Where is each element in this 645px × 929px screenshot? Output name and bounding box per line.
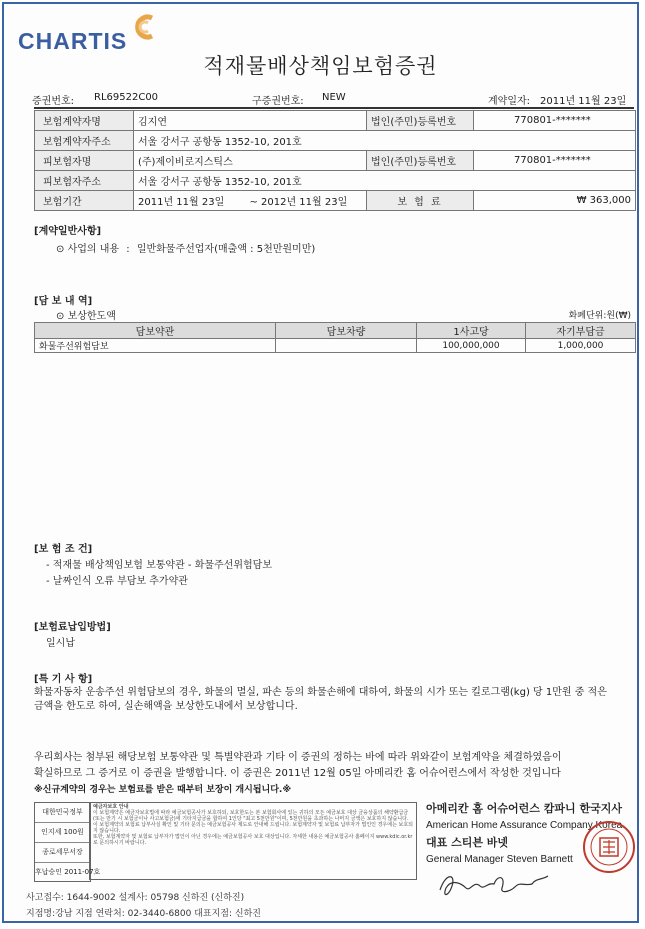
holder-address-label: 보험계약자주소 xyxy=(35,131,134,151)
representative-ko: 대표 스티븐 바넷 xyxy=(426,836,509,849)
special-text: 화물자동차 운송주선 위험담보의 경우, 화물의 멸실, 파손 등의 화물손해에 대하여, 화물의 시가 또는 킬로그램(kg) 당 1만원 중 적은금액을 한도로 하여, 실손해액을 보상한도내에서 보상합니다. xyxy=(34,687,607,712)
col-per-accident: 1사고당 xyxy=(417,323,526,339)
col-vehicle: 담보차량 xyxy=(276,323,417,339)
stamp-duty-box xyxy=(34,802,101,882)
fine-print-line: 이 보험계약은 예금자보호법에 따라 예금보험공사가 보호하되, 보호한도는 본 보험회사에 있는 귀하의 모든 예금보호 대상 금융상품의 해약환급금(또는 만기 시 보험금이나 사고보험금)에 기타지급금을 합하여 1인당 "최고 5천만원"이며, 5천만원을 초과하는 나머지 금액은 보호하지 않습니다. xyxy=(93,810,409,822)
radio-bullet-icon: ⊙ xyxy=(56,244,65,255)
policy-document xyxy=(2,2,639,923)
period-separator: ~ xyxy=(249,197,258,208)
notice-coverage-start: ※신규계약의 경우는 보험료를 받은 때부터 보장이 개시됩니다.※ xyxy=(34,785,292,795)
fine-print-line: 또한, 보험계약자 및 보험료 납부자가 법인이 아닌 경우에는 예금보험공사 보호 대상입니다. 자세한 내용은 예금보험공사 홈페이지 www.kdic.or.kr 로 문의하시기 바랍니다. xyxy=(93,834,413,846)
general-heading: [계약일반사항] xyxy=(34,226,102,237)
contract-date-label: 계약일자: xyxy=(488,96,531,107)
insured-label: 피보험자명 xyxy=(35,151,134,171)
insured-reg-label: 법인(주민)등록번호 xyxy=(367,151,474,171)
period-end: 2012년 11월 23일 xyxy=(261,197,348,208)
table-row xyxy=(35,151,636,171)
fine-print-heading: 예금자보호 안내 xyxy=(93,804,129,810)
business-line xyxy=(56,240,315,255)
footer-line: 사고접수: 1644-9002 설계사: 05798 신하진 (신하진) xyxy=(26,893,245,903)
holder-name: 김지연 xyxy=(134,111,367,131)
coverage-sub xyxy=(56,307,116,322)
stamp-cell: 종로세무서장 xyxy=(35,843,90,863)
insurance-period xyxy=(134,191,367,211)
cell-deductible: 1,000,000 xyxy=(526,339,636,353)
special-heading: [특 기 사 항] xyxy=(34,674,93,685)
business-description: 일반화물주선업자(매출액 : 5천만원미만) xyxy=(136,244,316,255)
header-divider xyxy=(34,107,634,109)
fine-print-line: 이 보험계약의 보험료 납부사실 확인 및 기타 문의는 예금보험공사 제도로 안내해 드립니다. 보험계약자 및 보험료 납부자가 법인인 경우에는 보호되지 않습니다. xyxy=(93,822,414,834)
period-start: 2011년 11월 23일 xyxy=(138,197,225,208)
issuance-notice xyxy=(34,750,624,798)
notice-line: 확실하므로 그 증거로 이 증권을 발행합니다. 이 증권은 2011년 12월 05일 아메리칸 홈 어슈어런스에서 작성한 것입니다 xyxy=(34,768,561,779)
old-policy-number: NEW xyxy=(322,92,346,103)
stamp-cell: 후납승인 2011-07호 xyxy=(35,868,101,876)
notice-line: 우리회사는 첨부된 해당보험 보통약관 및 특별약관과 기타 이 증권의 정하는 바에 따라 위와같이 보험계약을 체결하였음이 xyxy=(34,752,562,763)
brand-logo-text: CHARTIS xyxy=(18,28,128,54)
period-label: 보험기간 xyxy=(35,191,134,211)
insured-address: 서울 강서구 공항동 1352-10, 201호 xyxy=(134,171,636,191)
policy-number: RL69522C00 xyxy=(94,92,159,103)
table-row xyxy=(35,131,636,151)
policy-info-table xyxy=(34,110,636,211)
business-label: 사업의 내용 xyxy=(67,244,120,255)
company-name-en: American Home Assurance Company Korea xyxy=(426,820,623,831)
table-row xyxy=(35,339,636,353)
document-title: 적재물배상책임보험증권 xyxy=(203,54,438,78)
currency-unit: 화폐단위:원(₩) xyxy=(568,311,631,321)
insured-name: (주)제이비로지스틱스 xyxy=(134,151,367,171)
holder-label: 보험계약자명 xyxy=(35,111,134,131)
representative-en: General Manager Steven Barnett xyxy=(426,854,573,865)
radio-bullet-icon: ⊙ xyxy=(56,311,65,322)
insured-reg-number: 770801-******* xyxy=(474,151,636,171)
table-row xyxy=(35,111,636,131)
contract-date: 2011년 11월 23일 xyxy=(540,96,627,107)
deposit-protection-notice xyxy=(89,802,417,880)
premium-amount: ₩ 363,000 xyxy=(474,191,636,211)
stamp-cell: 인지세 100원 xyxy=(35,823,90,843)
premium-label: 보 험 료 xyxy=(367,191,474,211)
payment-method: 일시납 xyxy=(46,638,75,649)
conditions-heading: [보 험 조 건] xyxy=(34,544,93,555)
brand-c-mark-icon xyxy=(130,12,160,42)
table-row xyxy=(35,191,636,211)
cell-per-accident: 100,000,000 xyxy=(417,339,526,353)
insured-address-label: 피보험자주소 xyxy=(35,171,134,191)
table-row xyxy=(35,171,636,191)
footer-line: 지점명:강남 지점 연락처: 02-3440-6800 대표지점: 신하진 xyxy=(26,909,261,919)
table-header-row xyxy=(35,323,636,339)
condition-item: - 적재물 배상책임보험 보통약관 - 화물주선위험담보 xyxy=(46,560,272,571)
old-policy-number-label: 구증권번호: xyxy=(252,96,304,107)
business-separator: : xyxy=(126,244,130,255)
holder-address: 서울 강서구 공항동 1352-10, 201호 xyxy=(134,131,636,151)
signature-icon xyxy=(436,864,556,904)
company-name-ko: 아메리칸 홈 어슈어런스 캄파니 한국지사 xyxy=(426,802,622,815)
cell-clause: 화물주선위험담보 xyxy=(35,339,276,353)
col-clause: 담보약관 xyxy=(35,323,276,339)
coverage-heading: [담 보 내 역] xyxy=(34,296,93,307)
holder-reg-label: 법인(주민)등록번호 xyxy=(367,111,474,131)
coverage-table xyxy=(34,322,636,353)
policy-number-label: 증권번호: xyxy=(32,96,75,107)
condition-item: - 날짜인식 오류 부담보 추가약관 xyxy=(46,576,188,587)
company-seal-icon xyxy=(582,820,636,874)
cell-vehicle xyxy=(276,339,417,353)
holder-reg-number: 770801-******* xyxy=(474,111,636,131)
stamp-cell: 대한민국정부 xyxy=(35,803,90,823)
coverage-sub-label: 보상한도액 xyxy=(67,311,116,322)
col-deductible: 자기부담금 xyxy=(526,323,636,339)
payment-heading: [보험료납입방법] xyxy=(34,622,111,633)
